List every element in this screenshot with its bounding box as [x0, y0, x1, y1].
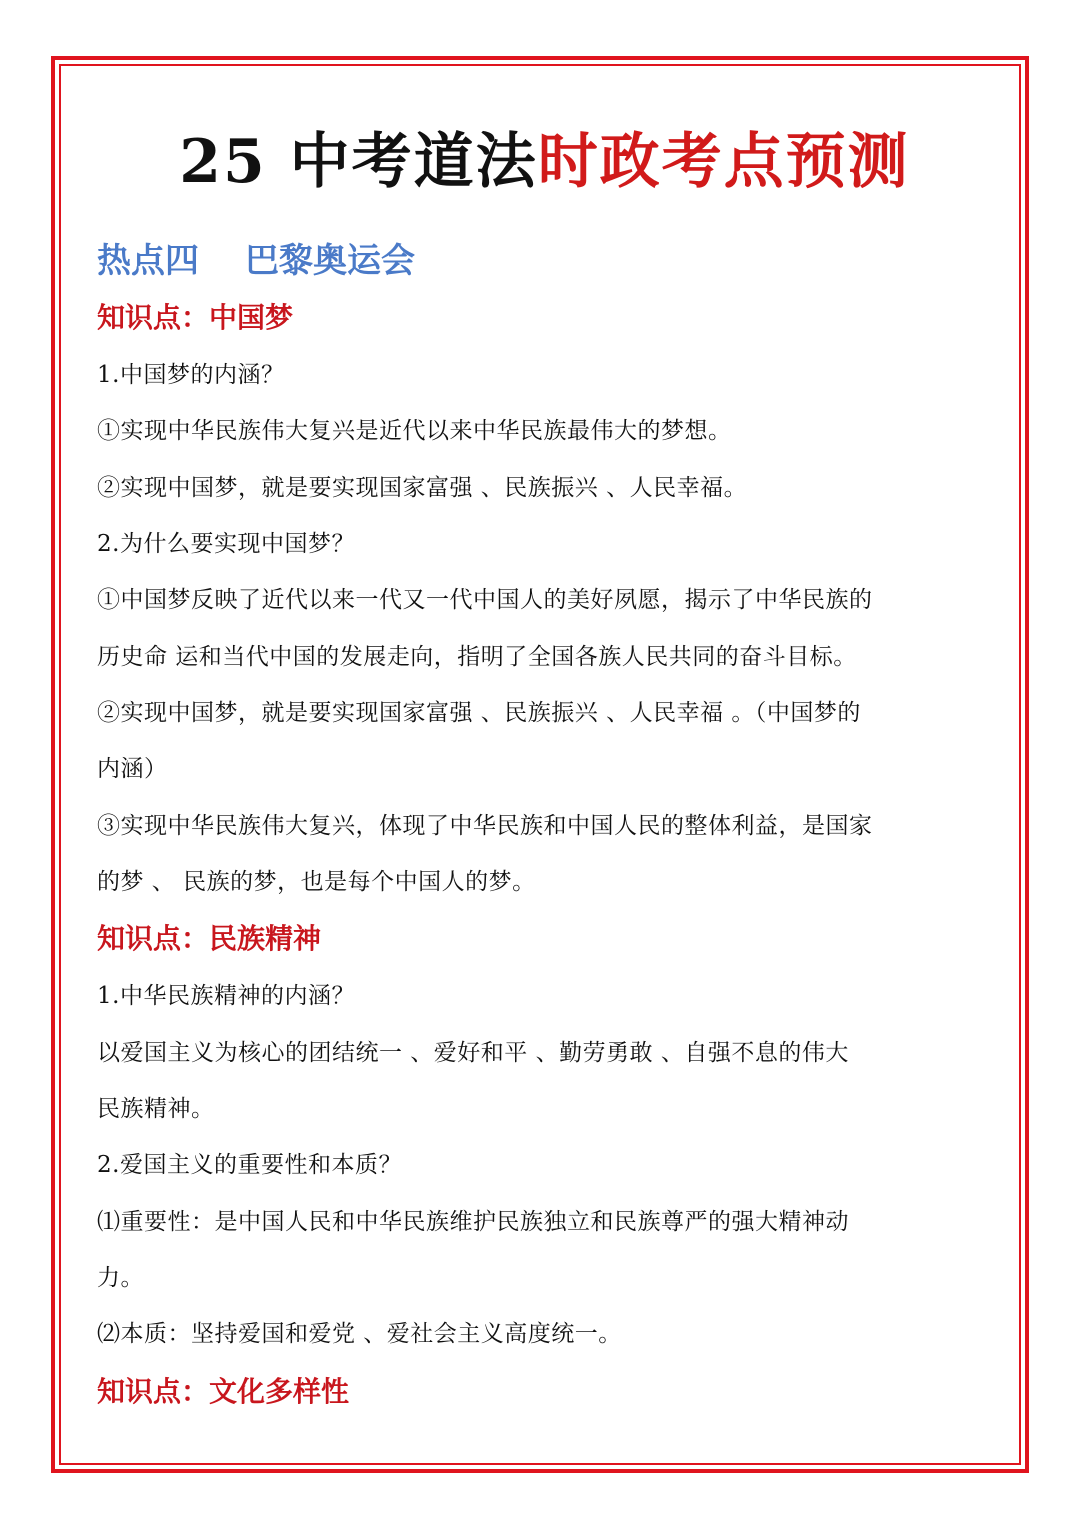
answer-line: ⑴重要性：是中国人民和中华民族维护民族独立和民族尊严的强大精神动 — [97, 1209, 849, 1235]
question-line: 2.爱国主义的重要性和本质？ — [97, 1152, 402, 1178]
page-title — [97, 122, 992, 202]
answer-line: 力。 — [97, 1265, 144, 1291]
knowledge-point-heading: 知识点：中国梦 — [97, 301, 294, 334]
answer-line: ②实现中国梦，就是要实现国家富强 、民族振兴 、人民幸福。 — [97, 475, 748, 501]
question-line: 1.中华民族精神的内涵？ — [97, 983, 355, 1009]
answer-line: 以爱国主义为核心的团结统一 、爱好和平 、勤劳勇敢 、自强不息的伟大 — [97, 1040, 849, 1066]
answer-line: ③实现中华民族伟大复兴，体现了中华民族和中国人民的整体利益，是国家 — [97, 813, 873, 839]
answer-line: ①实现中华民族伟大复兴是近代以来中华民族最伟大的梦想。 — [97, 418, 732, 444]
answer-line: 历史命 运和当代中国的发展走向，指明了全国各族人民共同的奋斗目标。 — [97, 644, 857, 670]
answer-line: ②实现中国梦，就是要实现国家富强 、民族振兴 、人民幸福 。（中国梦的 — [97, 700, 861, 726]
answer-line: 的梦 、 民族的梦，也是每个中国人的梦。 — [97, 869, 536, 895]
hotspot-number: 热点四 — [97, 241, 199, 281]
hotspot-topic: 巴黎奥运会 — [245, 241, 415, 281]
title-part-red: 时政考点预测 — [537, 127, 910, 197]
question-line: 1.中国梦的内涵？ — [97, 362, 285, 388]
knowledge-point-heading: 知识点：文化多样性 — [97, 1375, 350, 1408]
answer-line: 民族精神。 — [97, 1096, 215, 1122]
knowledge-point-heading: 知识点：民族精神 — [97, 922, 322, 955]
question-line: 2.为什么要实现中国梦？ — [97, 531, 355, 557]
title-part-black: 25 中考道法 — [179, 127, 538, 197]
answer-line: 内涵） — [97, 756, 168, 782]
answer-line: ⑵本质：坚持爱国和爱党 、爱社会主义高度统一。 — [97, 1321, 622, 1347]
answer-line: ①中国梦反映了近代以来一代又一代中国人的美好夙愿，揭示了中华民族的 — [97, 587, 873, 613]
hotspot-heading — [97, 236, 415, 286]
